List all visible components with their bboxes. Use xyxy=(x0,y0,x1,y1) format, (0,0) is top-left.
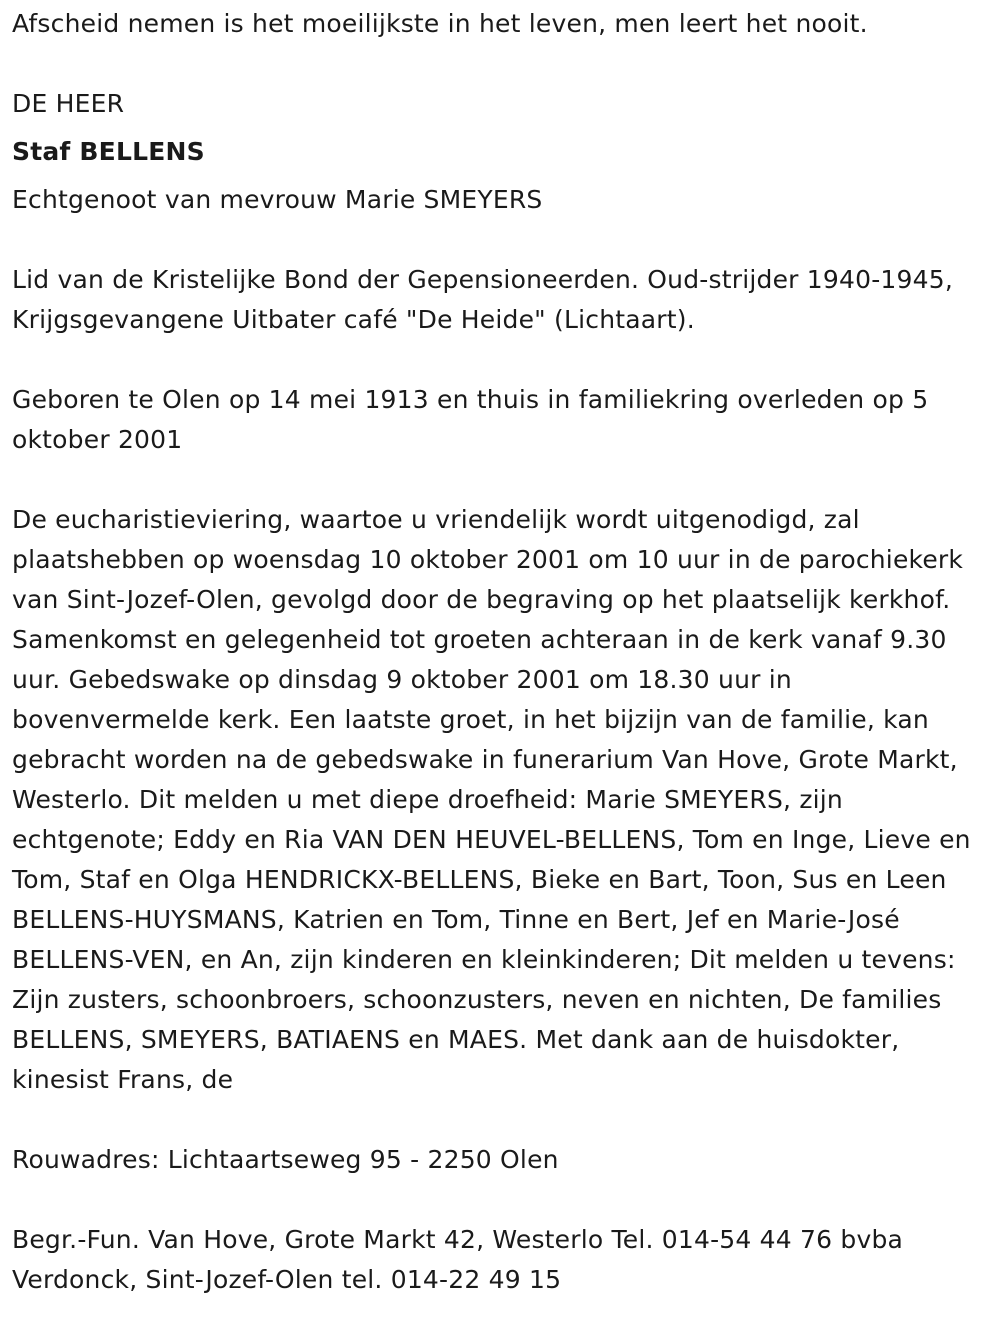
spacer xyxy=(12,1100,988,1140)
spacer xyxy=(12,460,988,500)
birth-death-text: Geboren te Olen op 14 mei 1913 en thuis in familiekring overleden op 5 oktober 2001 xyxy=(12,385,929,454)
spacer xyxy=(12,340,988,380)
mourning-address: Rouwadres: Lichtaartseweg 95 - 2250 Olen xyxy=(12,1145,559,1174)
deceased-name: Staf BELLENS xyxy=(12,137,205,166)
spacer xyxy=(12,220,988,260)
salutation-text: DE HEER xyxy=(12,89,125,118)
spouse-text: Echtgenoot van mevrouw Marie SMEYERS xyxy=(12,185,543,214)
memberships-text: Lid van de Kristelijke Bond der Gepensioneerden. Oud-strijder 1940-1945, Krijgsgevangene Uitbater café "De Heide" (Lichtaart). xyxy=(12,265,953,334)
motto-text: Afscheid nemen is het moeilijkste in het leven, men leert het nooit. xyxy=(12,9,868,38)
funeral-home-text: Begr.-Fun. Van Hove, Grote Markt 42, Westerlo Tel. 014-54 44 76 bvba Verdonck, Sint-Jozef-Olen tel. 014-22 49 15 xyxy=(12,1225,904,1294)
ceremony-text: De eucharistieviering, waartoe u vriendelijk wordt uitgenodigd, zal plaatshebben op woensdag 10 oktober 2001 om 10 uur in de parochiekerk van Sint-Jozef-Olen, gevolgd door de begraving op het plaatselijk kerkhof. Samenkomst en gelegenheid tot groeten achteraan in de kerk vanaf 9.30 uur. Gebedswake op dinsdag 9 oktober 2001 om 18.30 uur in bovenvermelde kerk. Een laatste groet, in het bijzijn van de familie, kan gebracht worden na de gebedswake in funerarium Van Hove, Grote Markt, Westerlo. Dit melden u met diepe droefheid: Marie SMEYERS, zijn echtgenote; Eddy en Ria VAN DEN HEUVEL-BELLENS, Tom en Inge, Lieve en Tom, Staf en Olga HENDRICKX-BELLENS, Bieke en Bart, Toon, Sus en Leen BELLENS-HUYSMANS, Katrien en Tom, Tinne en Bert, Jef en Marie-José BELLENS-VEN, en An, zijn kinderen en kleinkinderen; Dit melden u tevens: Zijn zusters, schoonbroers, schoonzusters, neven en nichten, De families BELLENS, SMEYERS, BATIAENS en MAES. Met dank aan de huisdokter, kinesist Frans, de xyxy=(12,505,971,1094)
spacer xyxy=(12,44,988,84)
spacer xyxy=(12,1180,988,1220)
